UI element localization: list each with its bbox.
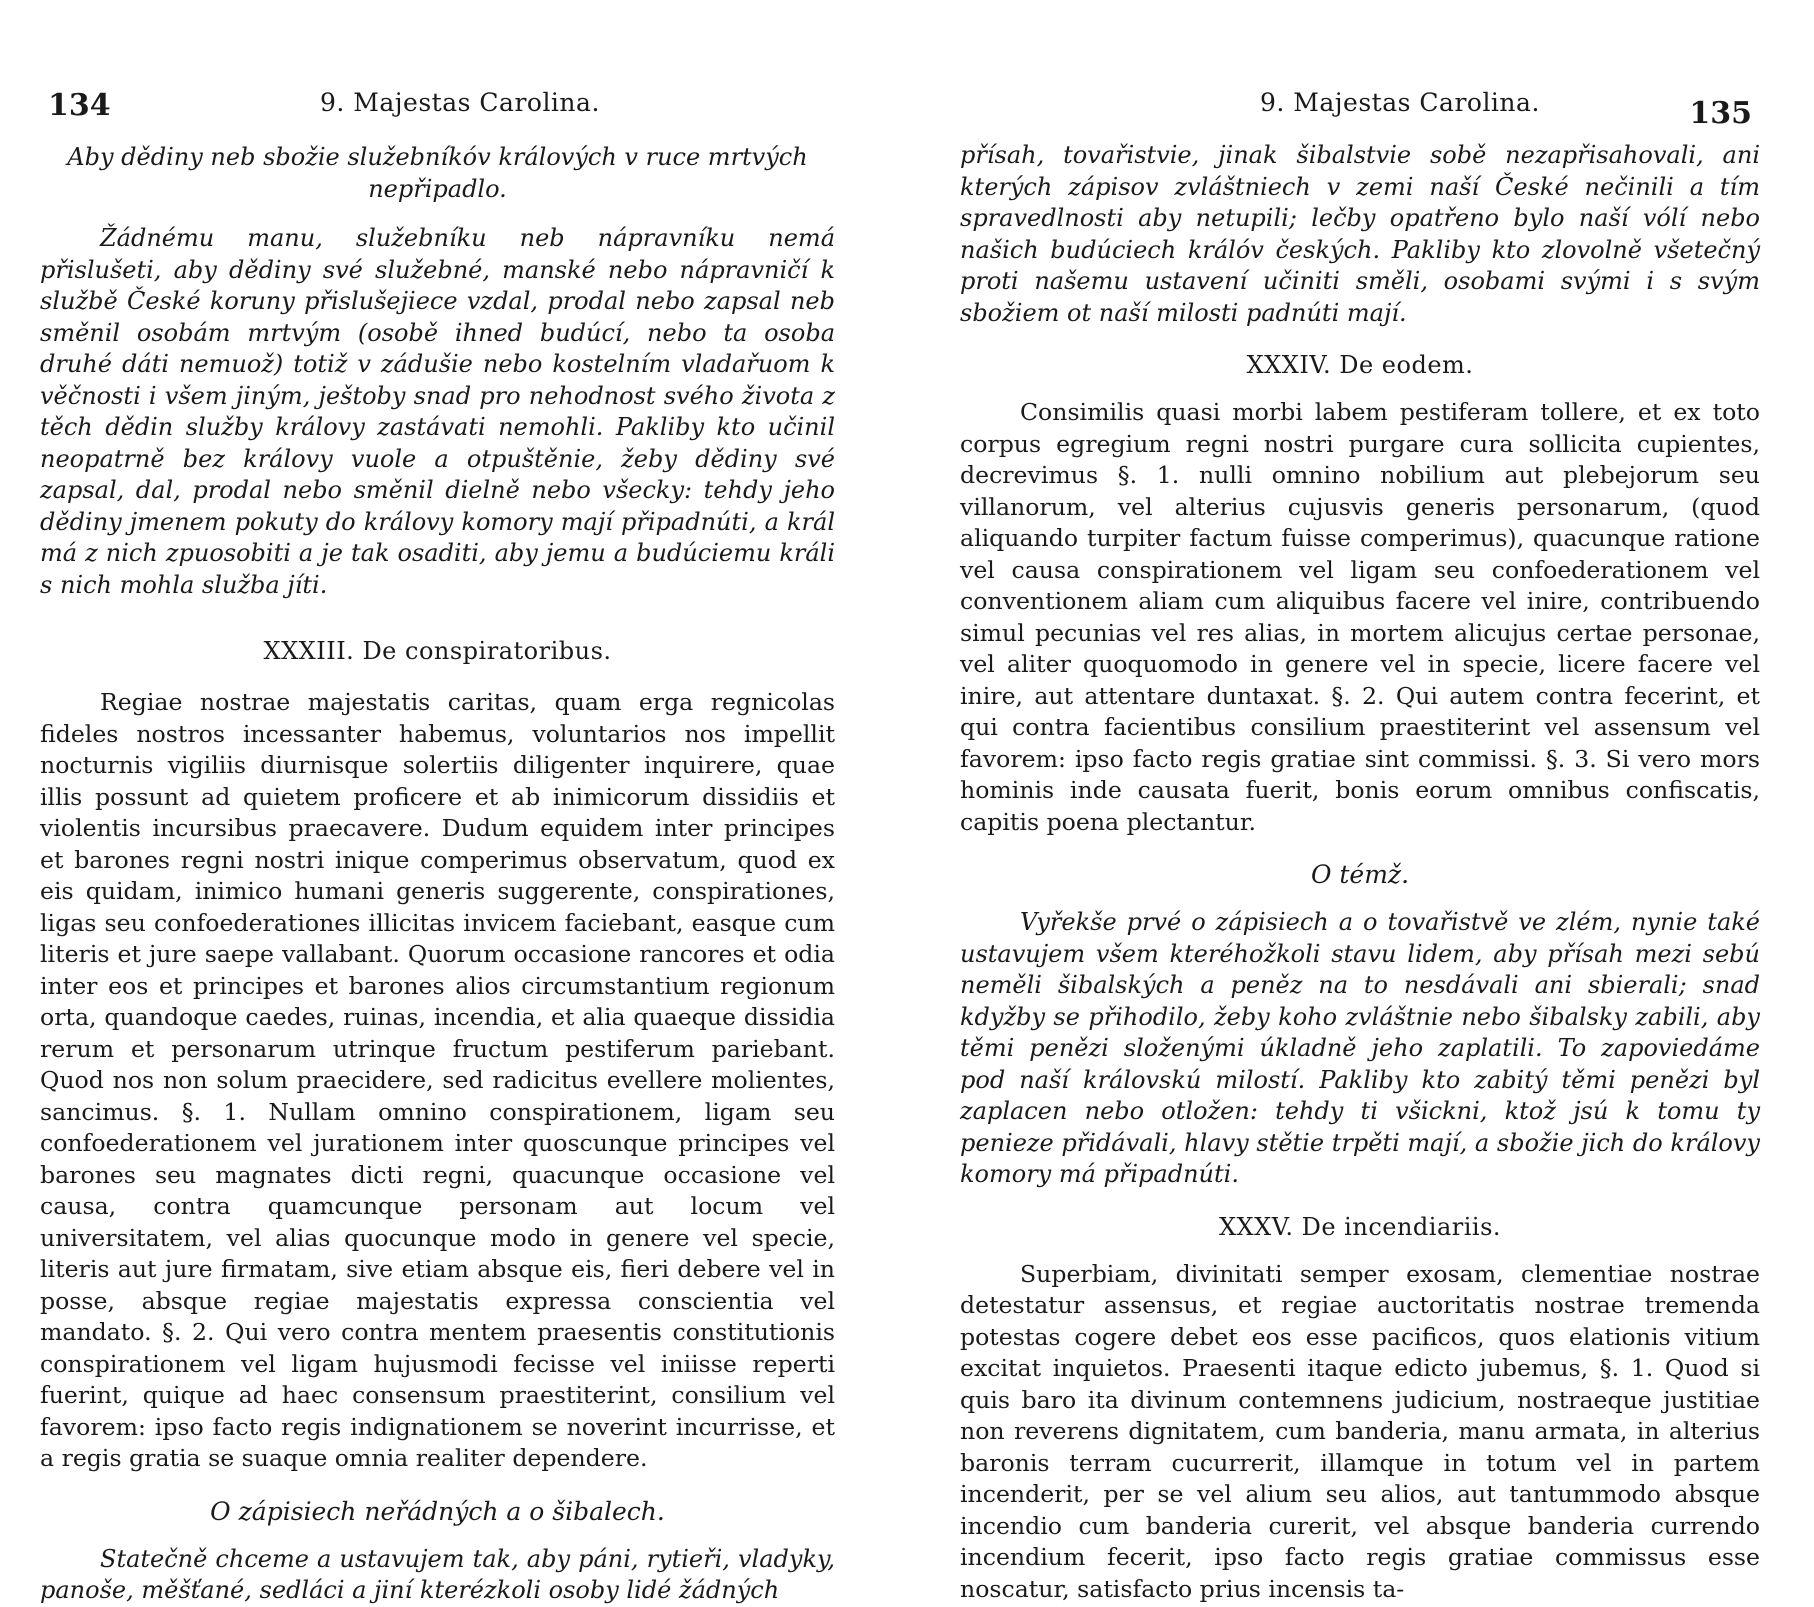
czech-paragraph: Žádnému manu, služebníku neb nápravníku nemá přislušeti, aby dědiny své služebné, manské nebo nápravničí k službě České koruny přislušejiece vzdal, prodal nebo zapsal neb směnil osobám mrtvým (osobě ihned budúcí, nebo ta osoba druhé dáti nemuož) totiž v zádušie nebo kostelním vladařuom k věčnosti i všem jiným, ještoby snad pro nehodnost svého života z těch dědin služby královy zastávati nemohli. Pakliby kto učinil neopatrně bez královy vuole a otpuštěnie, žeby dědiny své zapsal, dal, prodal nebo směnil dielně nebo všecky: tehdy jeho dědiny jmenem pokuty do královy komory mají připadnúti, a král má z nich zpuosobiti a je tak osaditi, aby jemu a budúciemu králi s nich mohla služba jíti. bbox=[40, 224, 835, 599]
latin-paragraph: Superbiam, divinitati semper exosam, clementiae nostrae detestatur assensus, et regiae auctoritatis nostrae tremenda potestas cogere debet eos esse pacificos, quos elationis vitium excitat inquietos. Praesenti itaque edicto jubemus, §. 1. Quod si quis baro ita divinum contemnens judicium, nostraeque justitiae non reverens dignitatem, cum banderia, manu armata, in alterius baronis terram cucurrerit, illamque in totum vel in partem incenderit, per se vel alium seu alios, aut tantummodo absque incendio cum banderia curerit, vel absque banderia currendo incendium fecerit, ipso facto regis gratiae commissus esse noscatur, satisfacto prius incensis ta- bbox=[960, 1259, 1760, 1603]
right-running-head bbox=[960, 0, 1770, 131]
latin-paragraph: Regiae nostrae majestatis caritas, quam erga regnicolas fideles nostros incessanter habemus, voluntarios nos impellit nocturnis vigiliis diurnisque solertiis diligenter inquirere, quae illis possunt ad quietem proficere et ab inimicorum dissidiis et violentis incursibus praecavere. Dudum equidem inter principes et barones regni nostri inique comperimus observatum, quod ex eis quidam, inimico humani generis suggerente, conspirationes, ligas seu confoederationes illicitas invicem faciebant, easque cum literis et jure saepe vallabant. Quorum occasione rancores et odia inter eos et principes et barones alios circumstantium regionum orta, quandoque caedes, ruinas, incendia, et alia quaeque dissidia rerum et personarum utrinque fructum pestiferum pariebant. Quod nos non solum praecidere, sed radicitus evellere molientes, sancimus. §. 1. Nullam omnino conspirationem, ligam seu confoederationem vel jurationem inter quoscunque principes vel barones seu magnates dicti regni, quacunque occasione vel causa, contra quamcunque personam aut locum vel universitatem, vel alias quocunque modo in genere vel specie, literis aut jure firmatam, sive etiam absque eis, fieri debere vel in posse, absque regiae majestatis expressa conscientia vel mandato. §. 2. Qui vero contra mentem praesentis constitutionis conspirationem vel ligam hujusmodi fecisse vel iniisse reperti fuerint, quique ad haec consensum praestiterint, consilium vel favorem: ipso facto regis indignationem se noverint incurrisse, et a regis gratia se suaque omnia realiter dependere. bbox=[40, 688, 835, 1472]
section-heading-czech: Aby dědiny neb sbožie služebníkóv králových v ruce mrtvých nepřipadlo. bbox=[67, 143, 808, 203]
running-title: 9. Majestas Carolina. bbox=[320, 88, 600, 117]
latin-paragraph: Consimilis quasi morbi labem pestiferam tollere, et ex toto corpus egregium regni nostri purgare cura sollicita cupientes, decrevimus §. 1. nulli omnino nobilium aut plebejorum seu villanorum, vel alterius cujusvis generis personarum, (quod aliquando turpiter factum fuisse comperimus), quacunque ratione vel causa conspirationem vel ligam seu confoederationem vel conventionem aliam cum aliquibus facere vel inire, contribuendo simul pecunias vel res alias, in mortem alicujus certae personae, vel aliter quoquomodo in genere vel in specie, licere facere vel inire, aut attentare duntaxat. §. 2. Qui autem contra fecerint, et qui contra facientibus consilium praestiterint vel assensum vel favorem: ipso facto regis gratiae sint commissi. §. 3. Si vero mors hominis inde causata fuerit, bonis eorum omnibus confiscatis, capitis poena plectantur. bbox=[960, 398, 1760, 836]
czech-paragraph: Statečně chceme a ustavujem tak, aby páni, rytieři, vladyky, panoše, měšťané, sedláci a jiní kterézkoli osoby lidé žádných bbox=[40, 1544, 835, 1604]
section-heading-czech: O témž. bbox=[1310, 860, 1410, 889]
czech-paragraph: přísah, tovařistvie, jinak šibalstvie sobě nezapřisahovali, ani kterých zápisov zvláštniech v zemi naší České nečinili a tím spravedlnosti aby netupili; lečby opatřeno bylo naší vólí nebo našich budúciech králóv českých. Pakliby kto zlovolně všetečný proti našemu ustavení učiniti směli, osobami svými i s svým sbožiem ot naší milosti padnúti mají. bbox=[960, 141, 1760, 327]
section-heading-czech: O zápisiech neřádných a o šibalech. bbox=[210, 1496, 665, 1526]
left-page-body bbox=[40, 142, 835, 1607]
right-page-body bbox=[960, 140, 1760, 1605]
section-heading-latin: XXXIV. De eodem. bbox=[1246, 351, 1474, 379]
left-page bbox=[40, 0, 850, 1604]
page-number: 134 bbox=[48, 88, 111, 123]
czech-paragraph: Vyřekše prvé o zápisiech a o tovařistvě ve zlém, nynie také ustavujem všem kteréhožkoli stavu lidem, aby přísah mezi sebú neměli šibalských a peněz na to nesdávali ani sbierali; snad kdyžby se přihodilo, žeby koho zvláštnie nebo šibalsky zabili, aby těmi penězi složenými úkladně jeho zaplatili. To zapoviedáme pod naší královskú milostí. Pakliby kto zabitý těmi penězi byl zaplacen nebo otložen: tehdy ti všickni, ktož jsú k tomu ty penieze přidávali, hlavy stětie trpěti mají, a sbožie jich do královy komory má připadnúti. bbox=[960, 908, 1760, 1188]
page-number: 135 bbox=[1689, 96, 1752, 131]
section-heading-latin: XXXIII. De conspiratoribus. bbox=[263, 637, 612, 665]
section-heading-latin: XXXV. De incendiariis. bbox=[1218, 1212, 1502, 1241]
right-page bbox=[960, 0, 1770, 1603]
left-running-head bbox=[40, 0, 850, 123]
running-title: 9. Majestas Carolina. bbox=[1260, 88, 1540, 117]
